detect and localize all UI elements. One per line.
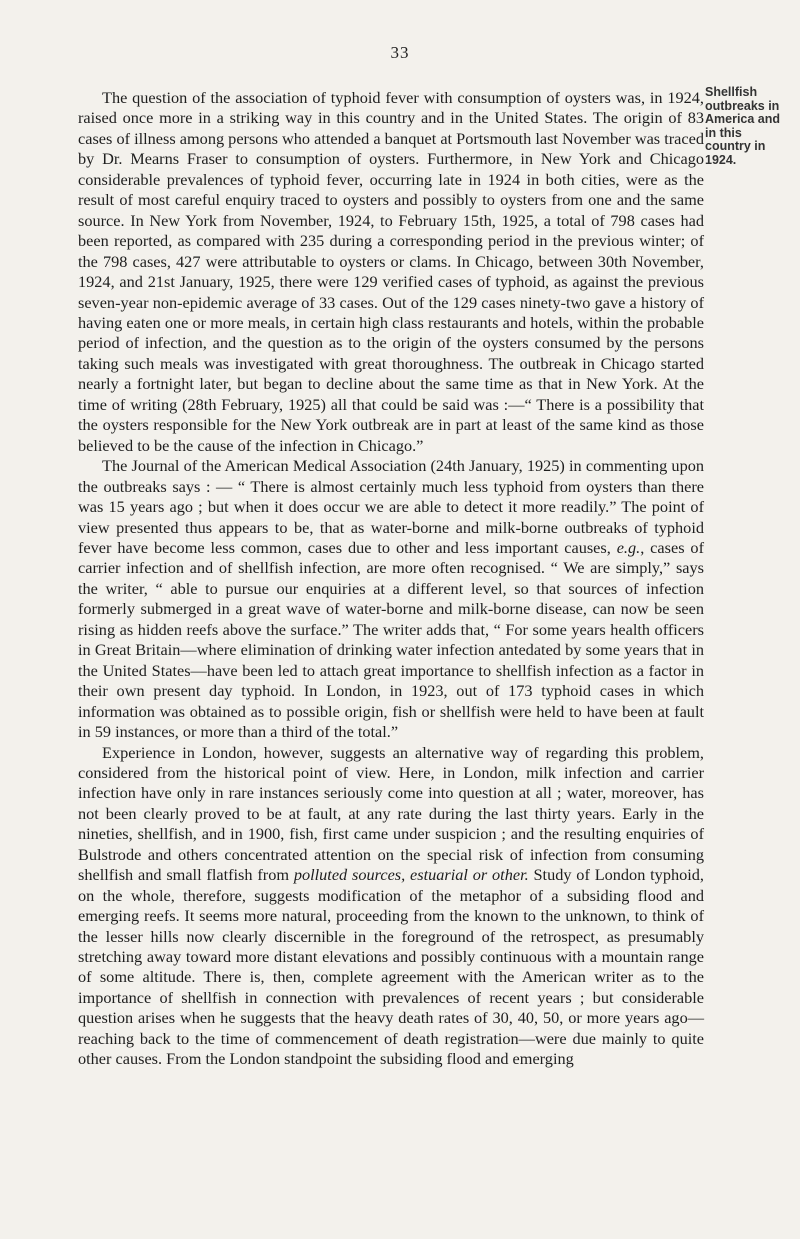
margin-note-line: America and xyxy=(705,112,781,126)
paragraph-text: Experience in London, however, suggests an alternative way of regarding this problem, considered from the historical point of view. Here, in London, milk infection and carrier infection have only in rare instances seriously come into question at all ; water, moreover, has not been clearly proved to be at fault, at any rate during the last thirty years. Early in the nineties, shellfish, and in 1900, fish, first came under suspicion ; and the resulting enquiries of Bulstrode and others concentrated attention on the special risk of infection from consuming shellfish and small flatfish from xyxy=(78,742,704,885)
margin-note-line: in this xyxy=(705,125,742,140)
margin-note xyxy=(705,86,795,167)
paragraph-london-experience xyxy=(78,743,704,1070)
margin-note-line: country in xyxy=(705,139,766,153)
margin-note-line: outbreaks in xyxy=(705,98,780,113)
paragraph-text: , cases of carrier infection and of shellfish infection, are more often recognised. “ We are simply,” says the writer, “ able to pursue our enquiries at a different level, so that sources of infection formerly submerged in a great wave of water-borne and milk-borne disease, can now be seen rising as hidden reefs above the surface.” The writer adds that, “ For some years health officers in Great Britain—where elimination of drinking water infection antedated by some years that in the United States—have been led to attach great importance to shellfish infection as a factor in their own present day typhoid. In London, in 1923, out of 173 typhoid cases in which information was obtained as to possible origin, fish or shellfish were held to have been at fault in 59 instances, or more than a third of the total.” xyxy=(78,537,704,742)
paragraph-text: Study of London typhoid, on the whole, therefore, suggests modification of the metaphor of a subsiding flood and emerging reefs. It seems more natural, proceeding from the known to the unknown, to think of the lesser hills now clearly discernible in the foreground of the retrospect, as presumably stretching away toward more distant elevations and possibly continuous with a mountain range of some altitude. There is, then, complete agreement with the American writer as to the importance of shellfish in connection with prevalences of recent years ; but considerable question arises when he suggests that the heavy death rates of 30, 40, 50, or more years ago—reaching back to the time of commencement of death registration—were due mainly to quite other causes. From the London standpoint the subsiding flood and emerging xyxy=(78,865,704,1069)
page-number: 33 xyxy=(390,43,410,62)
paragraph-ama-journal xyxy=(78,456,704,742)
italic-phrase: polluted sources, estuarial or other. xyxy=(293,865,529,885)
paragraph-typhoid-oysters: The question of the association of typhoid fever with consumption of oysters was, in 1924, raised once more in a striking way in this country and in the United States. The origin of 83 cases of illness among persons who attended a banquet at Portsmouth last November was traced by Dr. Mearns Fraser to consumption of oysters. Furthermore, in New York and Chicago considerable prevalences of typhoid fever, occurring late in 1924 in both cities, were as the result of most careful enquiry traced to oysters and possibly to oysters from one and the same source. In New York from November, 1924, to February 15th, 1925, a total of 798 cases had been reported, as compared with 235 during a corresponding period in the previous winter; of the 798 cases, 427 were attributable to oysters or clams. In Chicago, between 30th November, 1924, and 21st January, 1925, there were 129 verified cases of typhoid, as against the previous seven-year non-epidemic average of 33 cases. Out of the 129 cases ninety-two gave a history of having eaten one or more meals, in certain high class restaurants and hotels, within the probable period of infection, and the question as to the origin of the oysters consumed by the persons taking such meals was investigated with great thoroughness. The outbreak in Chicago started nearly a fortnight later, but began to decline about the same time as that in New York. At the time of writing (28th February, 1925) all that could be said was :—“ There is a possibility that the oysters responsible for the New York outbreak are in part at least of the same kind as those believed to be the cause of the infection in Chicago.” xyxy=(78,88,704,455)
paragraph-text: The Journal of the American Medical Association (24th January, 1925) in commenting upon the outbreaks says : — “ There is almost certainly much less typhoid from oysters than there was 15 years ago ; but when it does occur we are able to detect it more readily.” The point of view presented thus appears to be, that as water-borne and milk-borne outbreaks of typhoid fever have become less common, cases due to other and less important causes, xyxy=(78,456,704,557)
margin-note-line: Shellfish xyxy=(705,85,758,99)
margin-note-line: 1924. xyxy=(705,152,737,167)
body-text xyxy=(78,88,704,1070)
italic-abbreviation: e.g. xyxy=(616,537,641,557)
